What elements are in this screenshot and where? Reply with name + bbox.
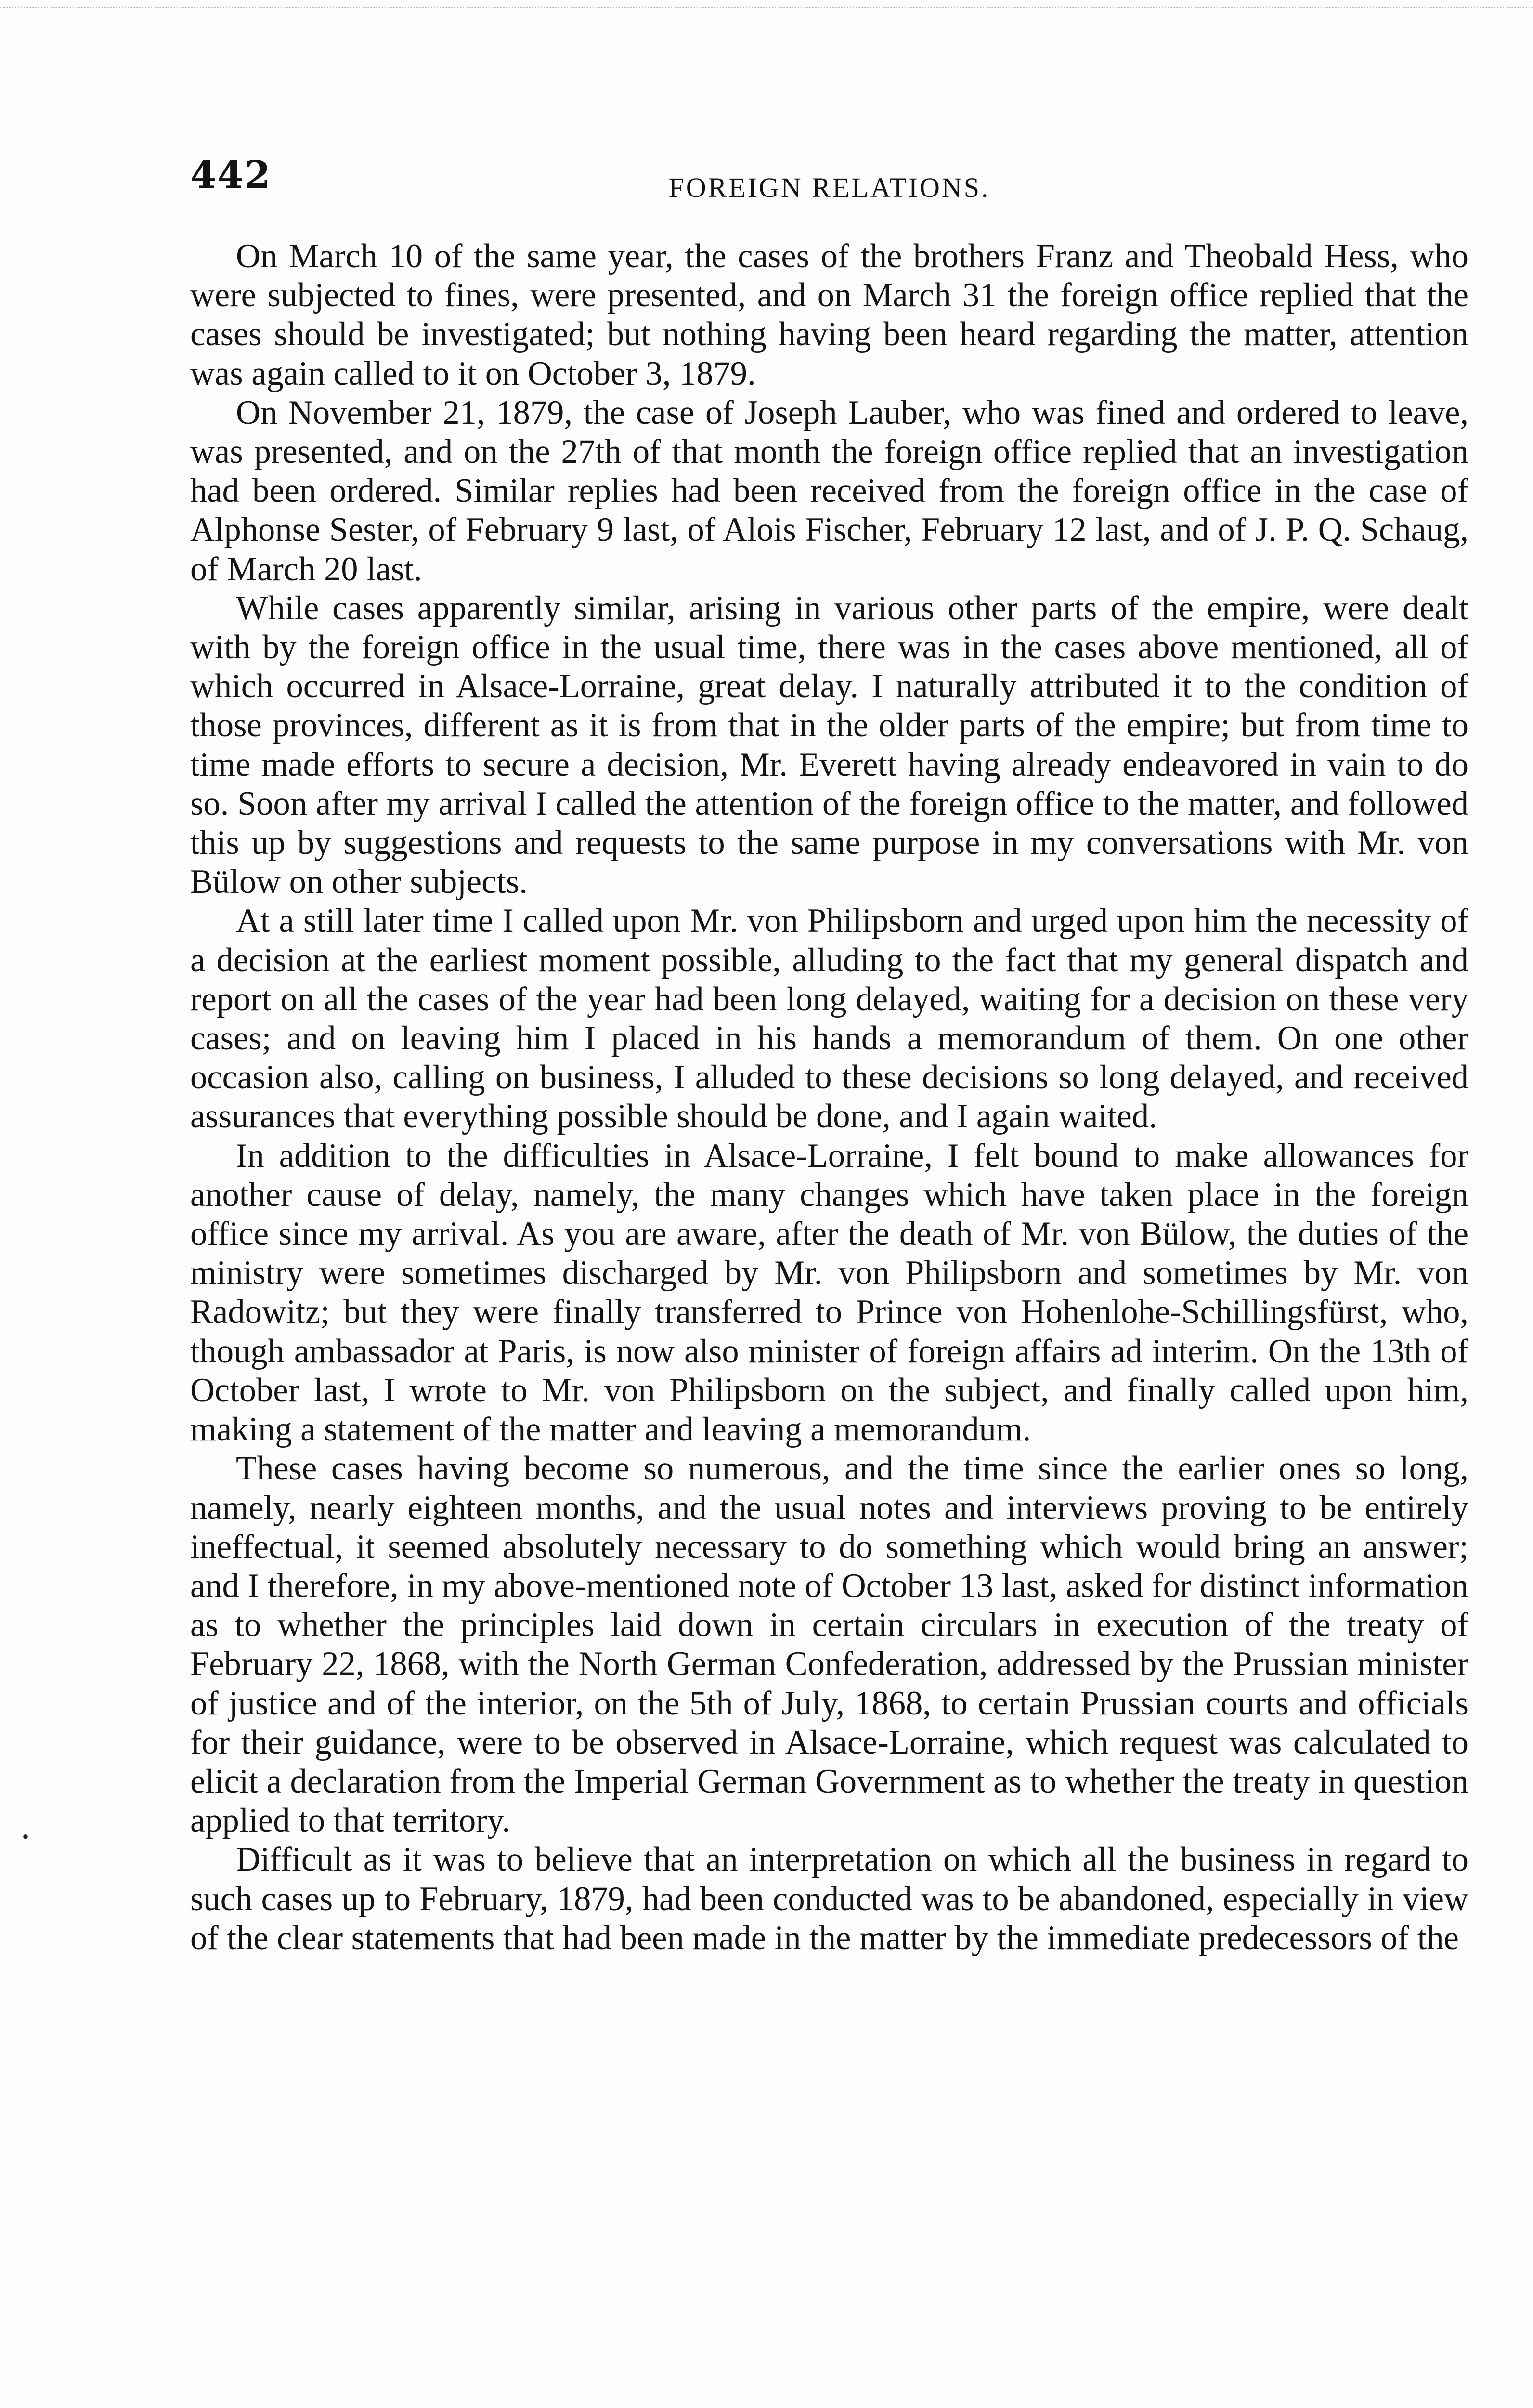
paragraph: These cases having become so numerous, and the time since the earlier ones so long, namely, nearly eighteen months, and the usual notes and interviews proving to be entirely ineffectual, it seemed absolutely necessary to do something which would bring an answer; and I therefore, in my above-mentioned note of October 13 last, asked for distinct information as to whether the principles laid down in certain circulars in execution of the treaty of February 22, 1868, with the North German Confederation, addressed by the Prussian minister of justice and of the interior, on the 5th of July, 1868, to certain Prussian courts and officials for their guidance, were to be observed in Alsace-Lorraine, which request was calculated to elicit a declaration from the Imperial German Government as to whether the treaty in question applied to that territory. [190, 1450, 1468, 1840]
top-edge-rule [0, 7, 1533, 8]
paragraph: On March 10 of the same year, the cases of the brothers Franz and Theobald Hess, who were subjected to fines, were presented, and on March 31 the foreign office replied that the cases should be investigated; but nothing having been heard regarding the matter, attention was again called to it on October 3, 1879. [190, 237, 1468, 393]
body-text [190, 237, 1468, 1958]
running-head: FOREIGN RELATIONS. [668, 172, 990, 203]
page-number: 442 [190, 153, 272, 197]
paragraph: At a still later time I called upon Mr. von Philipsborn and urged upon him the necessity of a decision at the earliest moment possible, alluding to the fact that my general dispatch and report on all the cases of the year had been long delayed, waiting for a decision on these very cases; and on leaving him I placed in his hands a memorandum of them. On one other occasion also, calling on business, I alluded to these decisions so long delayed, and received assurances that everything possible should be done, and I again waited. [190, 902, 1468, 1136]
paragraph: Difficult as it was to believe that an interpretation on which all the business in regard to such cases up to February, 1879, had been conducted was to be abandoned, especially in view of the clear statements that had been made in the matter by the immediate predecessors of the [190, 1841, 1468, 1957]
page-header [190, 153, 1468, 206]
paragraph: On November 21, 1879, the case of Joseph Lauber, who was fined and ordered to leave, was presented, and on the 27th of that month the foreign office replied that an investigation had been ordered. Similar replies had been received from the foreign office in the case of Alphonse Sester, of February 9 last, of Alois Fischer, February 12 last, and of J. P. Q. Schaug, of March 20 last. [190, 393, 1468, 588]
paragraph: In addition to the difficulties in Alsace-Lorraine, I felt bound to make allowances for another cause of delay, namely, the many changes which have taken place in the foreign office since my arrival. As you are aware, after the death of Mr. von Bülow, the duties of the ministry were sometimes discharged by Mr. von Philipsborn and sometimes by Mr. von Radowitz; but they were finally transferred to Prince von Hohenlohe-Schillingsfürst, who, though ambassador at Paris, is now also minister of foreign affairs ad interim. On the 13th of October last, I wrote to Mr. von Philipsborn on the subject, and finally called upon him, making a statement of the matter and leaving a memorandum. [190, 1137, 1468, 1449]
margin-dot-mark: • [22, 1826, 29, 1847]
paragraph: While cases apparently similar, arising in various other parts of the empire, were dealt with by the foreign office in the usual time, there was in the cases above mentioned, all of which occurred in Alsace-Lorraine, great delay. I naturally attributed it to the condition of those provinces, different as it is from that in the older parts of the empire; but from time to time made efforts to secure a decision, Mr. Everett having already endeavored in vain to do so. Soon after my arrival I called the attention of the foreign office to the matter, and followed this up by suggestions and requests to the same purpose in my conversations with Mr. von Bülow on other subjects. [190, 589, 1468, 901]
